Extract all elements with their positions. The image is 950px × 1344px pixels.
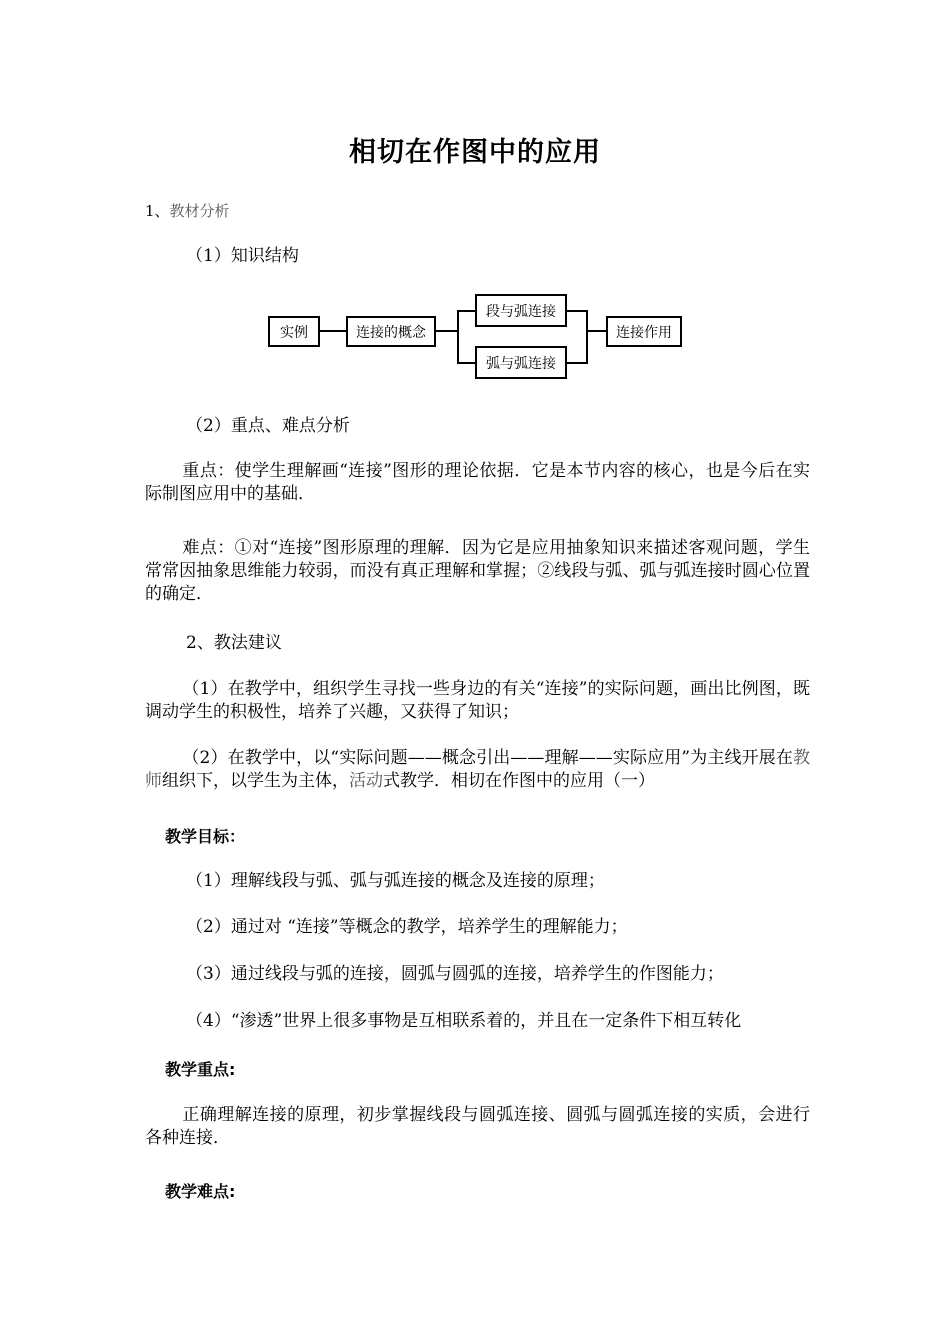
goal-item: （2）通过对 “连接”等概念的教学，培养学生的理解能力；: [186, 917, 628, 937]
connector-line: [436, 330, 458, 332]
connector-line: [457, 310, 459, 364]
subheading-knowledge-structure: （1）知识结构: [186, 246, 299, 266]
difficulty-heading: 教学难点:: [165, 1182, 236, 1201]
connector-line: [586, 330, 606, 332]
suggestion-2-text: 式教学．相切在作图中的应用（一）: [383, 771, 655, 791]
box-usage: 连接作用: [606, 316, 682, 347]
goal-item: （3）通过线段与弧的连接，圆弧与圆弧的连接，培养学生的作图能力；: [186, 964, 724, 984]
box-concept: 连接的概念: [346, 316, 436, 347]
goal-item: （4）“渗透”世界上很多事物是互相联系着的，并且在一定条件下相互转化: [186, 1011, 742, 1031]
connector-line: [586, 310, 588, 364]
connector-line: [567, 362, 587, 364]
suggestion-2-paragraph: [145, 747, 810, 793]
goal-item: （1）理解线段与弧、弧与弧连接的概念及连接的原理；: [186, 871, 605, 891]
focus-heading: 教学重点:: [165, 1060, 236, 1079]
key-point-paragraph: 重点：使学生理解画“连接”图形的理论依据．它是本节内容的核心，也是今后在实际制图应用中的基础．: [145, 461, 810, 504]
teacher-link-text: 教师: [145, 748, 810, 791]
focus-paragraph: 正确理解连接的原理，初步掌握线段与圆弧连接、圆弧与圆弧连接的实质，会进行各种连接．: [145, 1105, 810, 1148]
goals-heading: 教学目标：: [165, 827, 246, 846]
suggestion-2-text: （2）在教学中，以“实际问题——概念引出——理解——实际应用”为主线开展在: [182, 748, 793, 768]
box-example: 实例: [268, 316, 320, 347]
section-1-title: 教材分析: [169, 202, 230, 220]
suggestion-2-text: 组织下，以学生为主体，: [162, 771, 349, 791]
section-2-heading: 2、教法建议: [186, 633, 282, 653]
difficulty-paragraph: 难点：①对“连接”图形原理的理解．因为它是应用抽象知识来描述客观问题，学生常常因抽象思维能力较弱，而没有真正理解和掌握；②线段与弧、弧与弧连接时圆心位置的确定．: [145, 538, 810, 604]
page-title: 相切在作图中的应用: [349, 137, 601, 168]
connector-line: [457, 310, 475, 312]
section-1-heading: [145, 200, 810, 223]
box-segment-arc: 段与弧连接: [475, 294, 567, 327]
connector-line: [567, 310, 587, 312]
box-arc-arc: 弧与弧连接: [475, 346, 567, 379]
connector-line: [320, 330, 346, 332]
connector-line: [457, 362, 475, 364]
activity-link-text: 活动: [349, 771, 383, 791]
subheading-key-difficulty: （2）重点、难点分析: [186, 416, 350, 436]
section-1-number: 1、: [145, 202, 170, 220]
suggestion-1-paragraph: （1）在教学中，组织学生寻找一些身边的有关“连接”的实际问题，画出比例图，既调动学生的积极性，培养了兴趣，又获得了知识；: [145, 679, 810, 722]
